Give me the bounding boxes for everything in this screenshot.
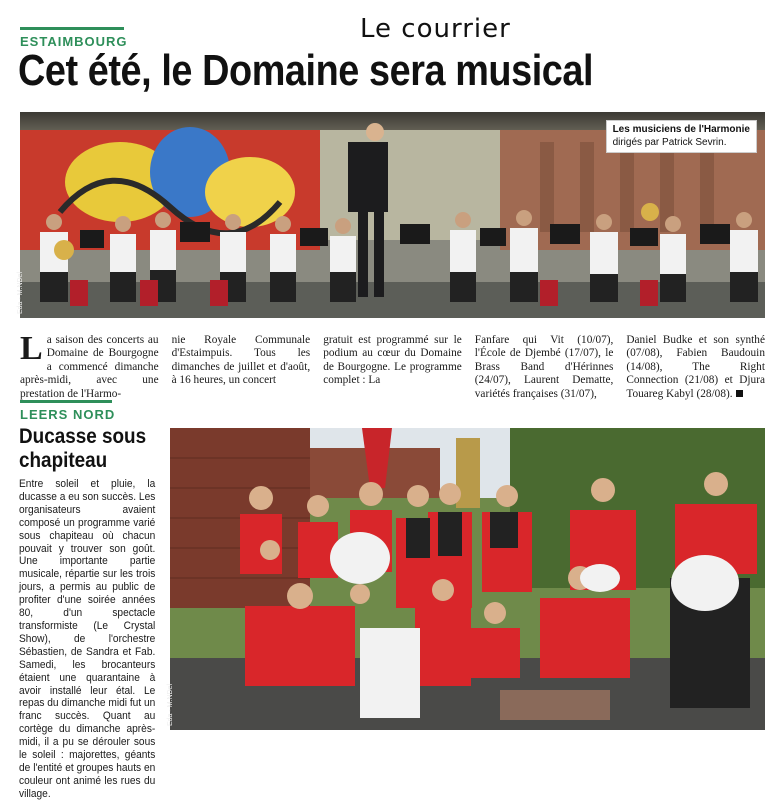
caption-text: dirigés par Patrick Sevrin. <box>612 137 727 148</box>
article1-headline: Cet été, le Domaine sera musical <box>18 46 594 95</box>
newspaper-name: Le courrier <box>360 14 511 44</box>
photo-caption <box>606 120 757 153</box>
article1-body <box>20 330 765 401</box>
article1-kicker: ESTAIMBOURG <box>20 34 128 49</box>
kicker-rule <box>20 27 124 30</box>
kicker-rule <box>20 400 112 403</box>
article1-column-3: gratuit est programmé sur le podium au cœur du Domaine de Bourgogne. Le programme complet : La <box>323 334 462 387</box>
drum-band-photo <box>167 428 765 730</box>
caption-bold: Les musiciens de l'Harmonie <box>612 124 750 135</box>
article1-column-4: Fanfare qui Vit (10/07), l'École de Djembé (17/07), le Brass Band d'Hérinnes (24/07), Laurent Dematte, variétés françaises (31/07), <box>474 334 614 400</box>
harmonie-concert-photo <box>17 112 765 318</box>
dropcap: L <box>20 330 43 367</box>
column-1-text: a saison des concerts au Domaine de Bourgogne a commencé dimanche après-midi, avec une prestation de l'Harmo- <box>20 334 159 400</box>
article1-column-5 <box>626 334 765 401</box>
band-illustration <box>170 428 765 730</box>
end-of-article-mark <box>736 390 743 397</box>
article1-column-2: nie Royale Communale d'Estaimpuis. Tous les dimanches de juillet et d'août, à 16 heures, un concert <box>171 334 311 387</box>
photo-credit: Eda - M.NDel <box>17 271 24 314</box>
article2-headline: Ducasse sous chapiteau <box>19 425 147 472</box>
article1-column-1 <box>20 330 159 401</box>
article2-kicker: LEERS NORD <box>20 407 116 422</box>
column-5-text: Daniel Budke et son synthé (07/08), Fabien Baudouin (14/08), The Right Connection (21/08) et Djura Touareg Kabyl (28/08). <box>626 334 765 400</box>
photo-credit: Eda - M.NDel <box>167 683 174 726</box>
article2-body: Entre soleil et pluie, la ducasse a eu son succès. Les organisateurs avaient composé un programme varié sous chapiteau où chacun pouvait y trouver son goût. Une importante partie musicale, répartie sur les trois jours, a permis au public de profiter d'une soirée années 80, d'un spectacle transformiste (Le Crystal Show), de l'orchestre Sébastien, de Sandra et Fab. Samedi, les brocanteurs étaient une quarantaine à avoir installé leur étal. Le repas du dimanche midi fut un franc succès. Quant au cortège du dimanche après-midi, il a pu se dérouler sous le soleil : majorettes, géants de l'entité et groupes hauts en couleur ont animé les rues du village. <box>19 478 156 800</box>
